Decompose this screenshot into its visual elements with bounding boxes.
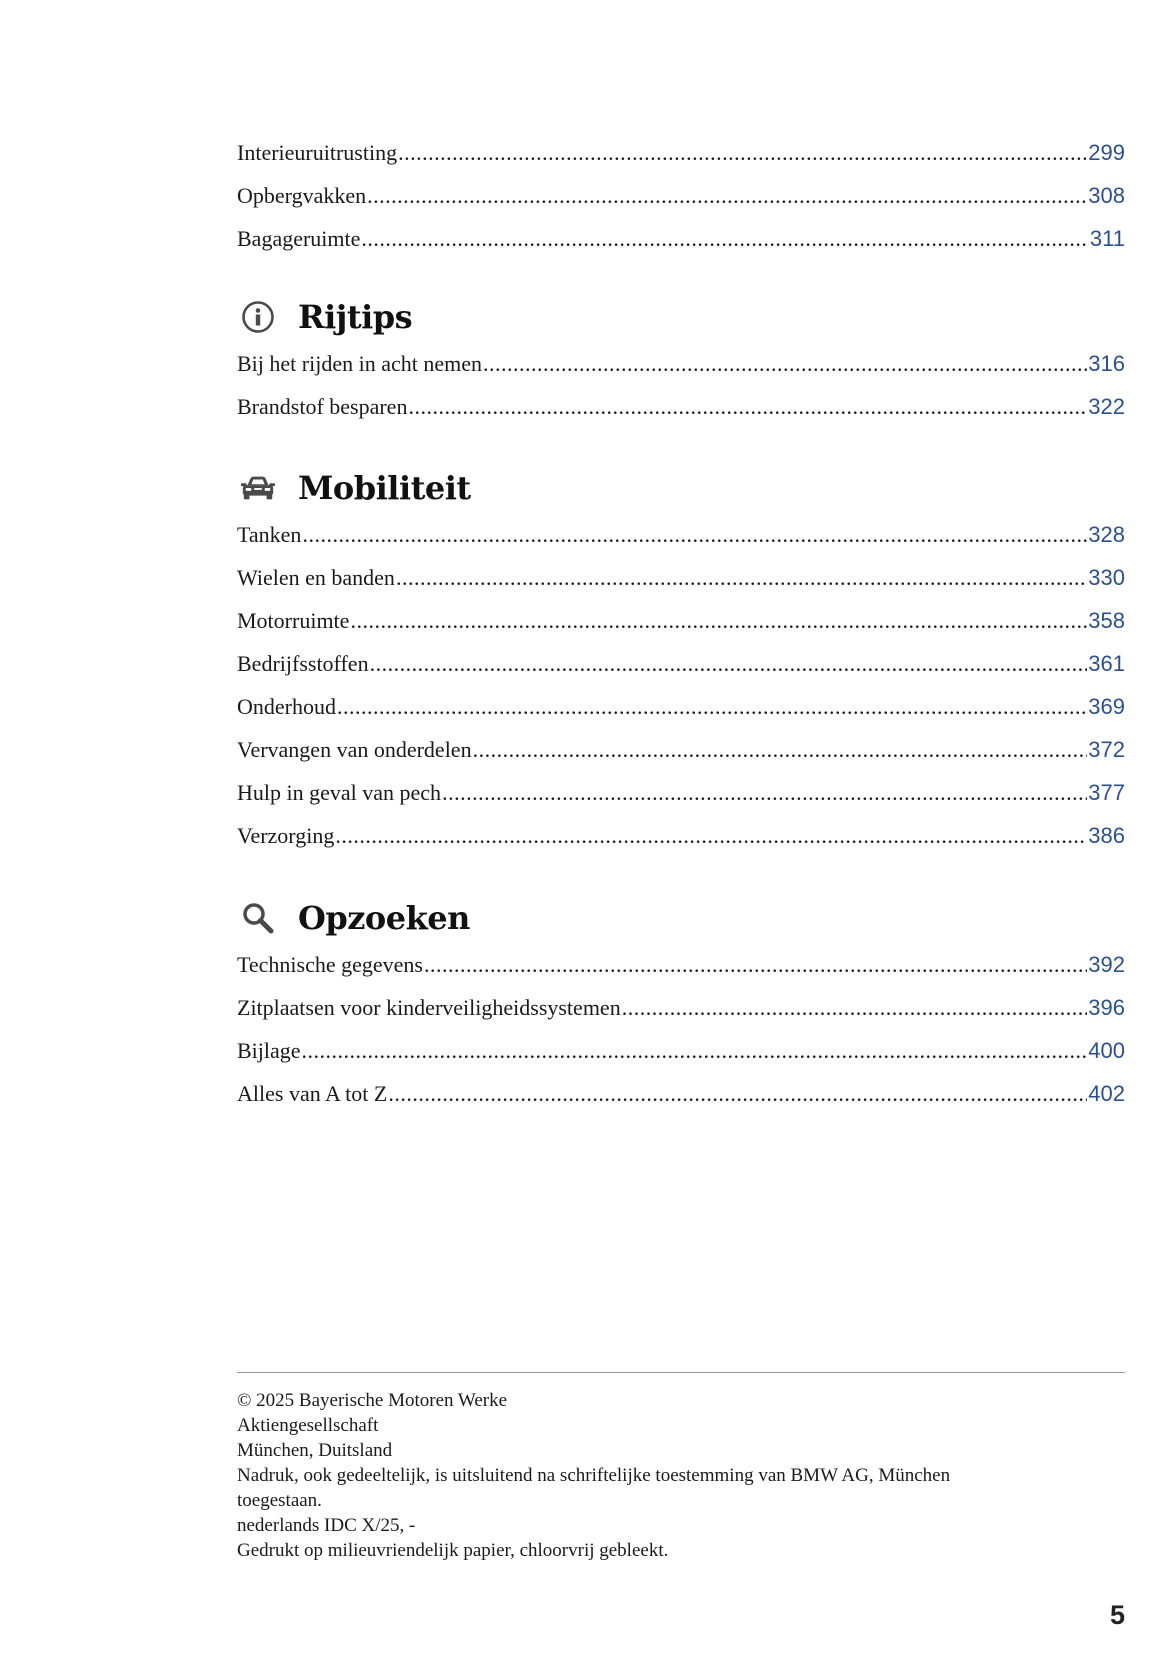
toc-page-link[interactable]: 377 xyxy=(1088,780,1125,805)
toc-page-link[interactable]: 316 xyxy=(1088,351,1125,376)
toc-entry-label: Interieuruitrusting xyxy=(237,140,398,165)
toc-entry-label: Brandstof besparen xyxy=(237,394,408,419)
toc-page-link[interactable]: 358 xyxy=(1088,608,1125,633)
toc-entry[interactable] xyxy=(237,814,1125,857)
toc-page-link[interactable]: 328 xyxy=(1088,522,1125,547)
toc-section-rijtips xyxy=(237,292,1125,428)
toc-page-link[interactable]: 299 xyxy=(1088,140,1125,165)
toc-section-opzoeken xyxy=(237,893,1125,1115)
toc-page-link[interactable]: 369 xyxy=(1088,694,1125,719)
footer-line-copyright: © 2025 Bayerische Motoren Werke xyxy=(237,1390,508,1411)
toc-page-link[interactable]: 311 xyxy=(1089,226,1125,251)
footer-line-reprint: Nadruk, ook gedeeltelijk, is uitsluitend na schriftelijke toestemming van BMW AG, München xyxy=(237,1465,951,1486)
toc-page-link[interactable]: 392 xyxy=(1088,952,1125,977)
search-icon xyxy=(240,900,276,936)
toc-entry-label: Hulp in geval van pech xyxy=(237,780,442,805)
leader-dots xyxy=(473,728,1088,771)
toc-entry-label: Bij het rijden in acht nemen xyxy=(237,351,482,376)
toc-entry[interactable] xyxy=(237,174,1125,217)
section-title: Mobiliteit xyxy=(298,469,471,507)
leader-dots xyxy=(350,599,1087,642)
toc-page-link[interactable]: 386 xyxy=(1088,823,1125,848)
footer-line-idc: nederlands IDC X/25, - xyxy=(237,1515,416,1536)
leader-dots xyxy=(367,174,1087,217)
toc-entry[interactable] xyxy=(237,642,1125,685)
leader-dots xyxy=(388,1072,1087,1115)
toc-continued xyxy=(237,131,1125,260)
toc-entry-label: Opbergvakken xyxy=(237,183,367,208)
leader-dots xyxy=(361,217,1089,260)
leader-dots xyxy=(622,986,1088,1029)
toc-entry[interactable] xyxy=(237,943,1125,986)
leader-dots xyxy=(483,342,1087,385)
toc-entry[interactable] xyxy=(237,513,1125,556)
toc-entry-label: Technische gegevens xyxy=(237,952,423,977)
leader-dots xyxy=(337,685,1087,728)
toc-entry-label: Bagageruimte xyxy=(237,226,361,251)
toc-entry[interactable] xyxy=(237,342,1125,385)
section-title: Rijtips xyxy=(298,298,413,336)
footer-line-company: Aktiengesellschaft xyxy=(237,1415,379,1436)
toc-entry-label: Verzorging xyxy=(237,823,335,848)
toc-entry-label: Motorruimte xyxy=(237,608,350,633)
toc-entry[interactable] xyxy=(237,217,1125,260)
toc-entry[interactable] xyxy=(237,385,1125,428)
leader-dots xyxy=(424,943,1087,986)
toc-page-link[interactable]: 308 xyxy=(1088,183,1125,208)
imprint-footer xyxy=(237,1388,1125,1563)
footer-line-location: München, Duitsland xyxy=(237,1440,393,1461)
section-heading xyxy=(237,292,1125,342)
toc-entry-label: Alles van A tot Z xyxy=(237,1081,388,1106)
toc-page-link[interactable]: 400 xyxy=(1088,1038,1125,1063)
car-icon xyxy=(240,470,276,506)
info-circle-icon xyxy=(240,299,276,335)
toc-entry-label: Vervangen van onderdelen xyxy=(237,737,472,762)
toc-entry-label: Zitplaatsen voor kinderveiligheidssystemen xyxy=(237,995,621,1020)
toc-entry-label: Onderhoud xyxy=(237,694,336,719)
toc-entry[interactable] xyxy=(237,728,1125,771)
toc-entry[interactable] xyxy=(237,599,1125,642)
footer-divider xyxy=(237,1372,1125,1373)
toc-section-mobiliteit xyxy=(237,463,1125,857)
page-number: 5 xyxy=(1109,1600,1125,1630)
section-title: Opzoeken xyxy=(298,899,470,937)
toc-page-link[interactable]: 396 xyxy=(1088,995,1125,1020)
toc-entry-label: Bedrijfsstoffen xyxy=(237,651,369,676)
leader-dots xyxy=(335,814,1087,857)
toc-entry-label: Wielen en banden xyxy=(237,565,395,590)
toc-entry[interactable] xyxy=(237,986,1125,1029)
leader-dots xyxy=(302,513,1087,556)
leader-dots xyxy=(396,556,1087,599)
toc-entry-label: Tanken xyxy=(237,522,302,547)
section-heading xyxy=(237,463,1125,513)
toc-entry[interactable] xyxy=(237,1029,1125,1072)
toc-page-link[interactable]: 330 xyxy=(1088,565,1125,590)
leader-dots xyxy=(442,771,1087,814)
toc-entry[interactable] xyxy=(237,1072,1125,1115)
toc-page-link[interactable]: 361 xyxy=(1088,651,1125,676)
toc-entry[interactable] xyxy=(237,556,1125,599)
toc-page-link[interactable]: 372 xyxy=(1088,737,1125,762)
leader-dots xyxy=(302,1029,1088,1072)
toc-page-link[interactable]: 322 xyxy=(1088,394,1125,419)
toc-entry[interactable] xyxy=(237,685,1125,728)
toc-entry-label: Bijlage xyxy=(237,1038,301,1063)
toc-entry[interactable] xyxy=(237,131,1125,174)
footer-line-paper: Gedrukt op milieuvriendelijk papier, chloorvrij gebleekt. xyxy=(237,1540,669,1561)
toc-entry[interactable] xyxy=(237,771,1125,814)
leader-dots xyxy=(370,642,1088,685)
footer-line-reprint-cont: toegestaan. xyxy=(237,1490,322,1511)
toc-page-link[interactable]: 402 xyxy=(1088,1081,1125,1106)
section-heading xyxy=(237,893,1125,943)
leader-dots xyxy=(398,131,1087,174)
leader-dots xyxy=(408,385,1087,428)
